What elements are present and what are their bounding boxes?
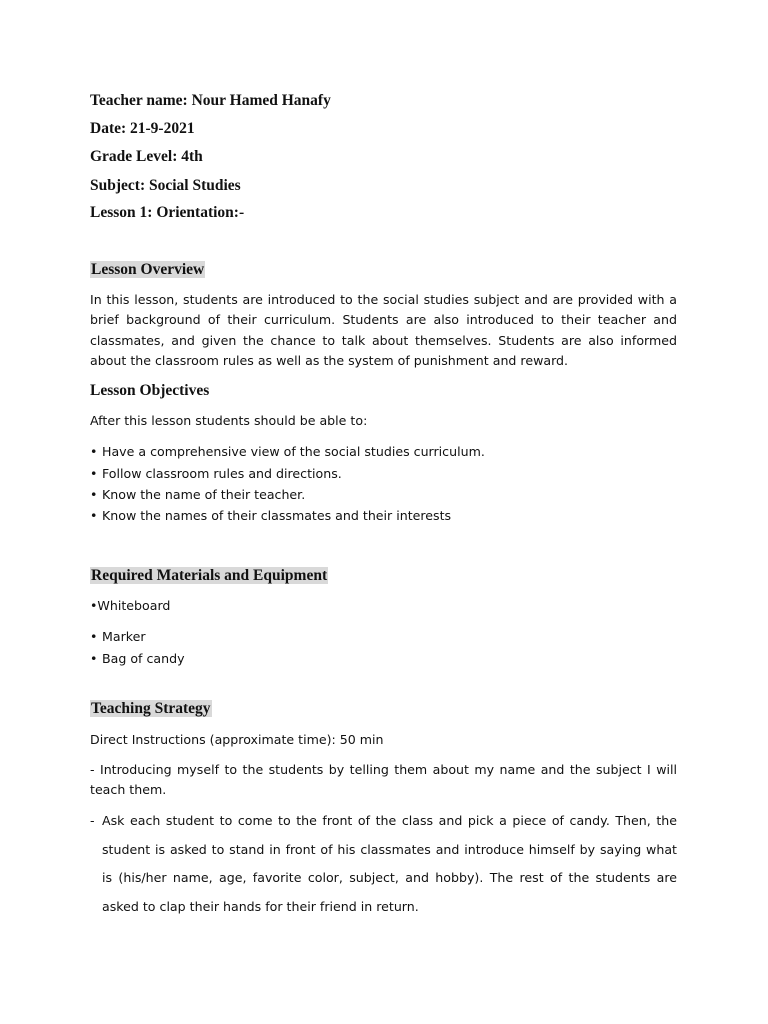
objective-item [90, 465, 342, 483]
material-text: Bag of candy [102, 651, 185, 666]
strategy-heading [90, 699, 212, 719]
bullet-icon: • [90, 444, 98, 459]
objective-text: Follow classroom rules and directions. [102, 466, 342, 481]
material-text: Marker [102, 629, 146, 644]
objective-text: Know the names of their classmates and their interests [102, 508, 452, 523]
objective-item [90, 507, 451, 525]
bullet-icon: • [90, 651, 98, 666]
strategy-activity [90, 807, 677, 921]
objectives-heading [90, 381, 209, 401]
objective-text: Have a comprehensive view of the social studies curriculum. [102, 444, 485, 459]
material-item-whiteboard: •Whiteboard [90, 598, 171, 613]
objective-item [90, 443, 485, 461]
lesson-title: Lesson 1: Orientation:- [90, 204, 245, 221]
bullet-icon: • [90, 629, 98, 644]
materials-heading-text: Required Materials and Equipment [91, 567, 328, 584]
material-item [90, 650, 185, 668]
teacher-name: Teacher name: Nour Hamed Hanafy [90, 92, 331, 109]
strategy-intro-step: - Introducing myself to the students by telling them about my name and the subject I will teach them. [90, 762, 677, 798]
strategy-heading-text: Teaching Strategy [91, 700, 211, 717]
grade-level: Grade Level: 4th [90, 148, 203, 165]
subject: Subject: Social Studies [90, 177, 241, 194]
objectives-heading-text: Lesson Objectives [90, 382, 210, 399]
overview-heading [90, 260, 205, 280]
dash-marker: - [90, 813, 95, 828]
bullet-icon: • [90, 487, 98, 502]
materials-heading [90, 566, 328, 586]
strategy-activity-text: Ask each student to come to the front of the class and pick a piece of candy. Then, the student is asked to stand in front of his classmates and introduce himself by saying what is (his/her name, age, favorite color, subject, and hobby). The rest of the students are asked to clap their hands for their friend in return. [102, 813, 677, 914]
lesson-date: Date: 21-9-2021 [90, 120, 195, 137]
material-item [90, 628, 146, 646]
objective-text: Know the name of their teacher. [102, 487, 306, 502]
objective-item [90, 486, 305, 504]
objectives-intro: After this lesson students should be able to: [90, 413, 368, 428]
overview-heading-text: Lesson Overview [91, 261, 205, 278]
bullet-icon: • [90, 466, 98, 481]
overview-paragraph: In this lesson, students are introduced to the social studies subject and are provided with a brief background of their curriculum. Students are also introduced to their teacher and classmates, and given the chance to talk about themselves. Students are also informed about the classroom rules as well as the system of punishment and reward. [90, 292, 677, 368]
bullet-icon: • [90, 508, 98, 523]
strategy-direct-instructions: Direct Instructions (approximate time): 50 min [90, 732, 384, 747]
